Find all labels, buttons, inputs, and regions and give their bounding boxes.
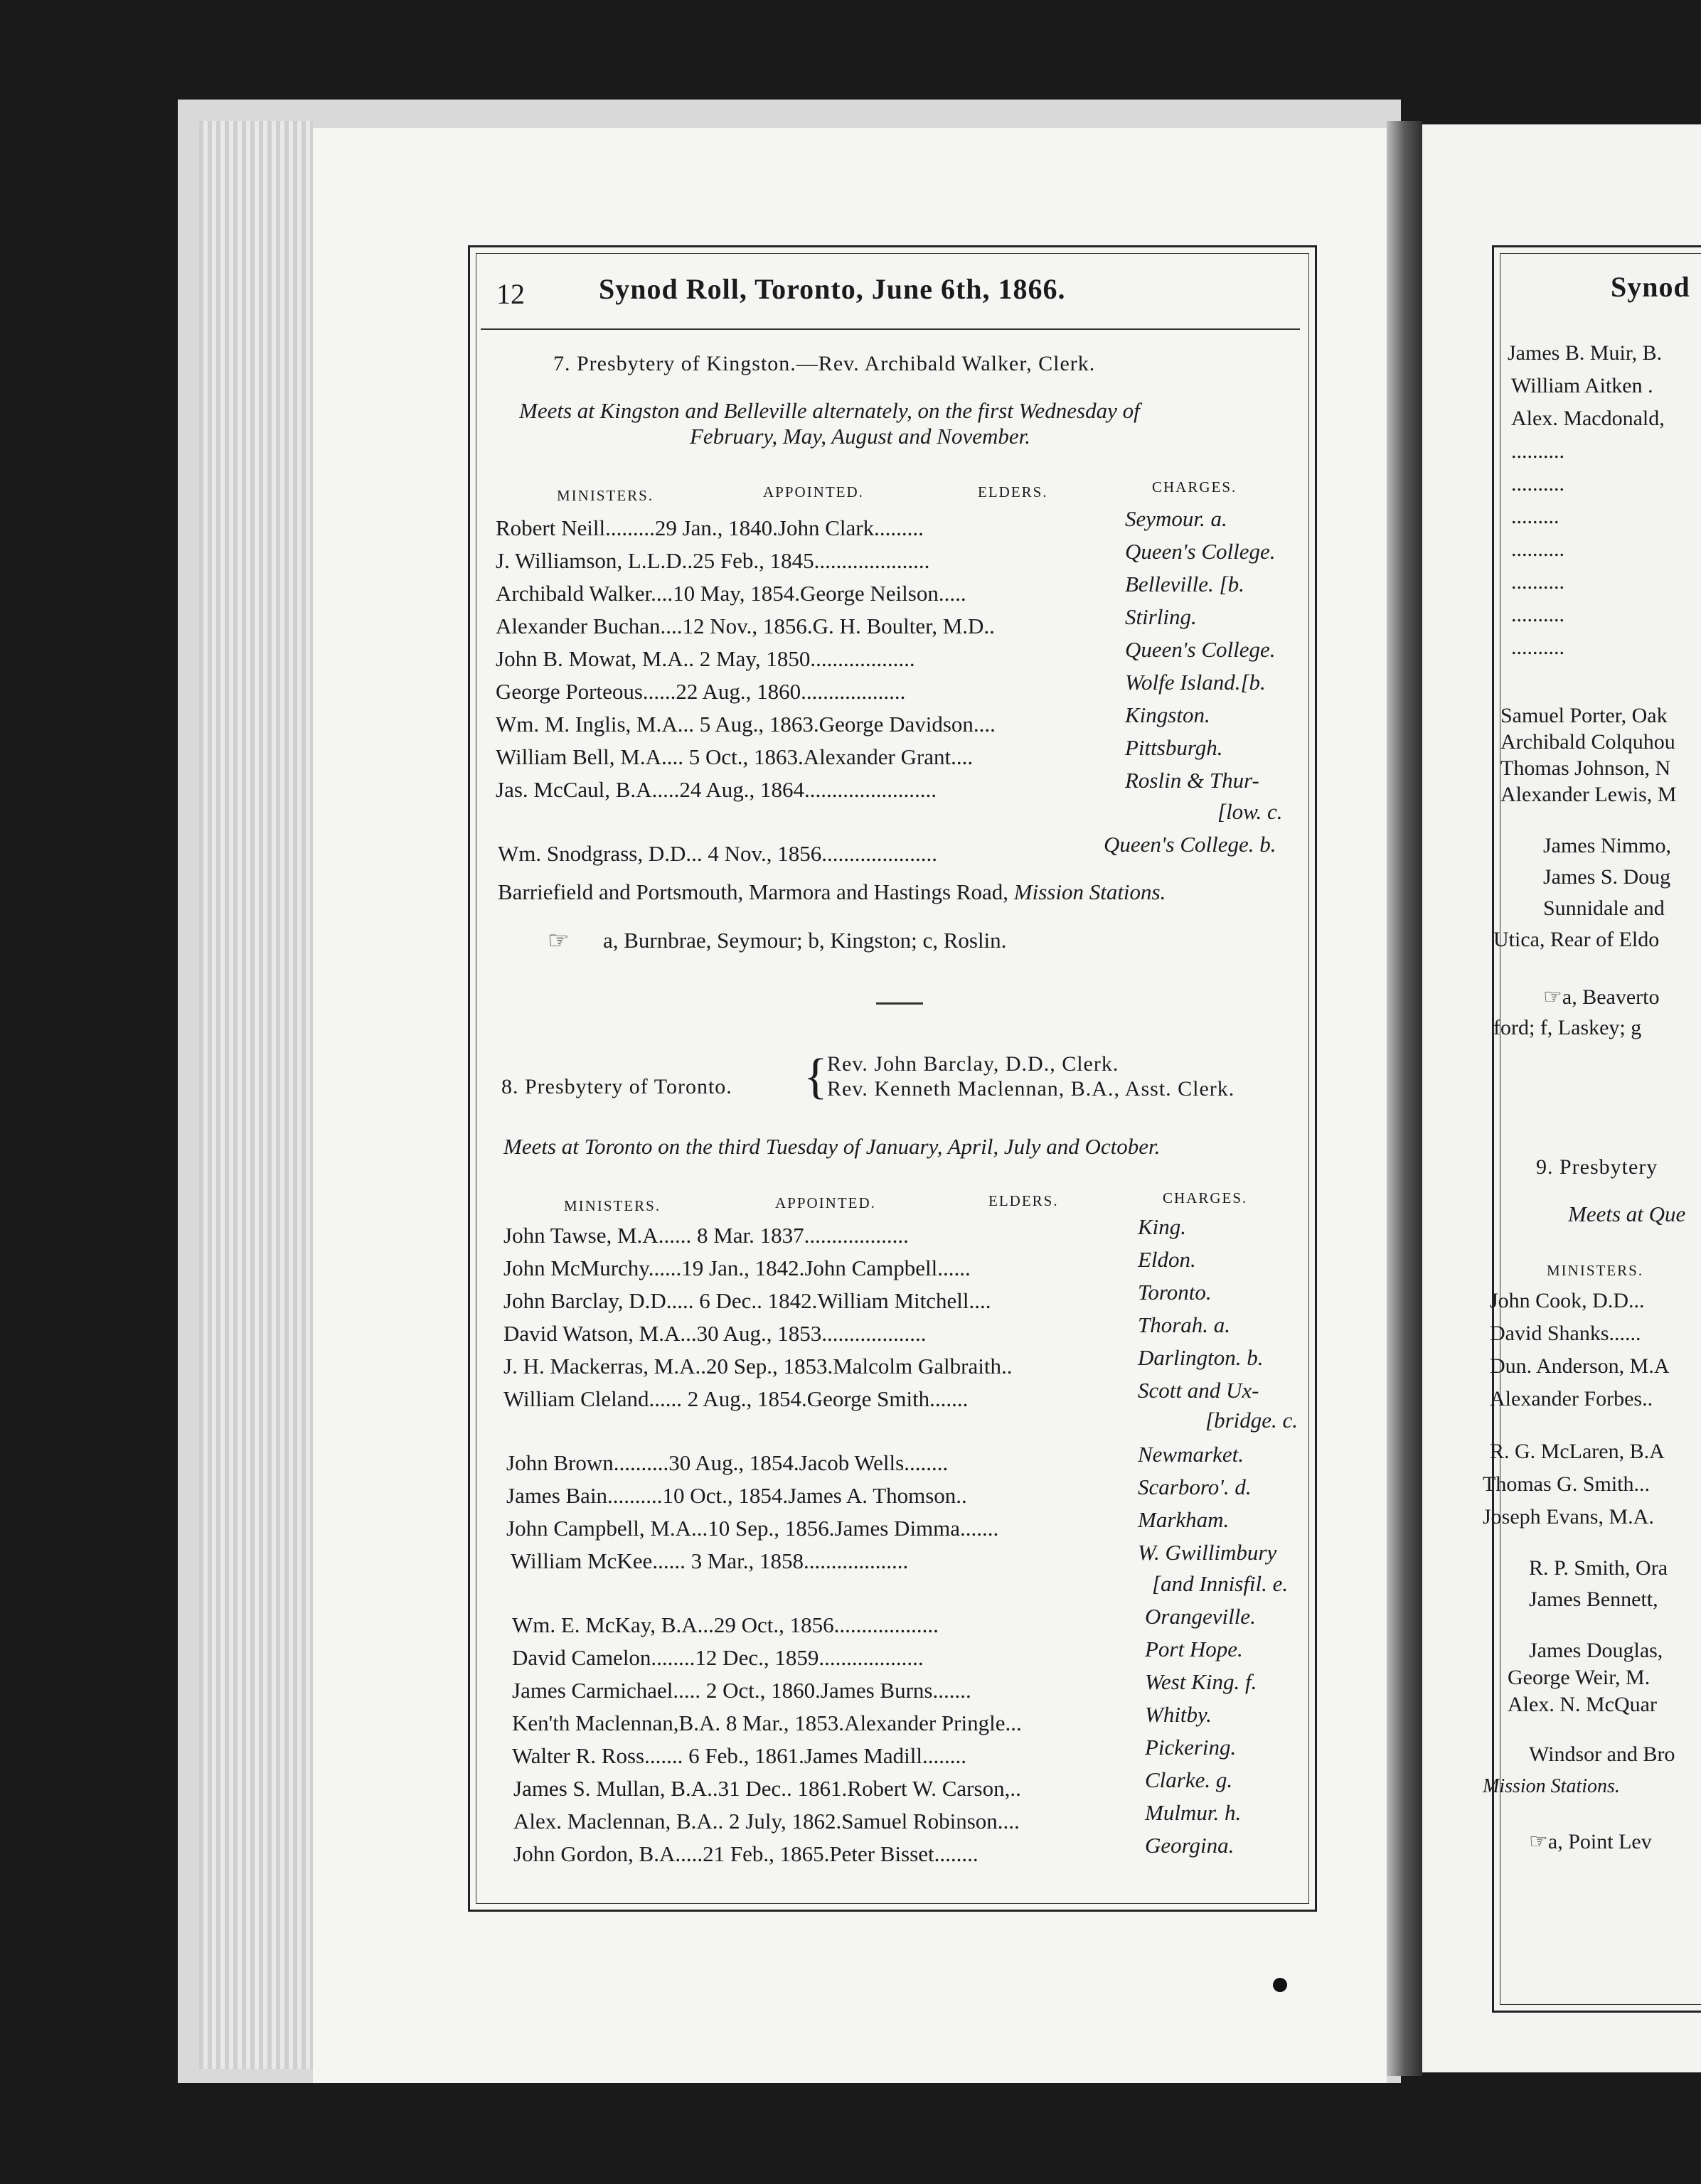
kingston-roll-row: Archibald Walker....10 May, 1854.George Neilson..... <box>496 581 966 606</box>
mission-stations-label: Mission Stations. <box>1013 879 1166 904</box>
toronto-roll-charge: West King. f. <box>1145 1669 1257 1694</box>
right-page-header: Synod <box>1611 271 1690 303</box>
toronto-roll-charge: Port Hope. <box>1145 1637 1243 1661</box>
kingston-roll-row: Jas. McCaul, B.A.....24 Aug., 1864........................ <box>496 777 937 802</box>
header-rule <box>481 328 1300 330</box>
right-line: .......... <box>1511 537 1564 561</box>
toronto-roll-charge: Whitby. <box>1145 1702 1212 1727</box>
kingston-roll-row: J. Williamson, L.L.D..25 Feb., 1845..................... <box>496 548 930 573</box>
section-divider <box>876 1002 923 1005</box>
toronto-roll-charge: Georgina. <box>1145 1833 1235 1858</box>
right-line: R. G. McLaren, B.A <box>1490 1440 1665 1463</box>
toronto-roll-row: John Campbell, M.A...10 Sep., 1856.James Dimma....... <box>506 1516 999 1541</box>
column-header-appointed: APPOINTED. <box>775 1194 876 1211</box>
page-number: 12 <box>496 278 525 310</box>
kingston-note: a, Burnbrae, Seymour; b, Kingston; c, Roslin. <box>603 928 1007 953</box>
toronto-roll-charge: Thorah. a. <box>1138 1312 1231 1337</box>
right-line: James Douglas, <box>1529 1639 1663 1662</box>
toronto-meets: Meets at Toronto on the third Tuesday of January, April, July and October. <box>503 1134 1161 1159</box>
kingston-roll-row: Wm. Snodgrass, D.D... 4 Nov., 1856..................... <box>498 841 937 866</box>
right-line: .......... <box>1511 570 1564 594</box>
section-heading-kingston: 7. Presbytery of Kingston.—Rev. Archibald Walker, Clerk. <box>553 352 1096 375</box>
toronto-roll-row: John Brown..........30 Aug., 1854.Jacob Wells........ <box>506 1450 949 1475</box>
toronto-roll-row: Alex. Maclennan, B.A.. 2 July, 1862.Samuel Robinson.... <box>513 1809 1020 1834</box>
right-line: Windsor and Bro <box>1529 1743 1675 1766</box>
toronto-roll-row: Wm. E. McKay, B.A...29 Oct., 1856................... <box>512 1612 939 1637</box>
right-line: Alex. Macdonald, <box>1511 407 1665 430</box>
toronto-roll-row: John Gordon, B.A.....21 Feb., 1865.Peter Bisset........ <box>513 1841 979 1866</box>
kingston-roll-row: John B. Mowat, M.A.. 2 May, 1850................... <box>496 646 915 671</box>
kingston-meets-line-1: Meets at Kingston and Belleville alternately, on the first Wednesday of <box>519 398 1140 423</box>
toronto-roll-row: Walter R. Ross....... 6 Feb., 1861.James Madill........ <box>512 1743 966 1768</box>
right-line: ......... <box>1511 505 1559 528</box>
kingston-roll-charge: Stirling. <box>1125 604 1197 629</box>
right-line: Thomas G. Smith... <box>1483 1472 1651 1496</box>
toronto-roll-charge: Darlington. b. <box>1138 1345 1264 1370</box>
toronto-roll-charge: Markham. <box>1138 1507 1230 1532</box>
toronto-roll-charge: Eldon. <box>1138 1247 1196 1272</box>
brace-icon: { <box>804 1049 828 1104</box>
toronto-roll-charge: Toronto. <box>1138 1280 1212 1305</box>
column-header-elders: ELDERS. <box>978 483 1048 500</box>
kingston-roll-charge: Pittsburgh. <box>1125 735 1223 760</box>
book-gutter <box>1387 121 1422 2076</box>
right-line: .......... <box>1511 636 1564 659</box>
kingston-roll-charge: Queen's College. <box>1125 637 1276 662</box>
kingston-roll-row: Wm. M. Inglis, M.A... 5 Aug., 1863.George Davidson.... <box>496 712 996 737</box>
toronto-roll-row: James Bain..........10 Oct., 1854.James A. Thomson.. <box>506 1483 967 1508</box>
right-line: Samuel Porter, Oak <box>1500 704 1668 727</box>
toronto-roll-charge: Scarboro'. d. <box>1138 1474 1252 1499</box>
kingston-roll-row: Alexander Buchan....12 Nov., 1856.G. H. Boulter, M.D.. <box>496 614 995 638</box>
page-edges <box>199 121 313 2069</box>
toronto-roll-charge: W. Gwillimbury <box>1138 1540 1277 1565</box>
right-line: .......... <box>1511 603 1564 626</box>
right-line: Thomas Johnson, N <box>1500 756 1671 780</box>
toronto-roll-charge: Scott and Ux- <box>1138 1378 1259 1403</box>
kingston-roll-charge: [low. c. <box>1217 799 1283 824</box>
column-header-elders: ELDERS. <box>988 1192 1059 1209</box>
toronto-roll-row: J. H. Mackerras, M.A..20 Sep., 1853.Malcolm Galbraith.. <box>503 1354 1013 1379</box>
right-line: Mission Stations. <box>1483 1775 1620 1797</box>
right-line: Meets at Que <box>1568 1201 1686 1226</box>
mission-stations-text: Barriefield and Portsmouth, Marmora and Hastings Road, <box>498 879 1014 904</box>
kingston-roll-row: George Porteous......22 Aug., 1860................... <box>496 679 906 704</box>
page-title: Synod Roll, Toronto, June 6th, 1866. <box>599 273 1066 305</box>
toronto-clerk: Rev. John Barclay, D.D., Clerk. <box>827 1052 1119 1076</box>
toronto-roll-row: William Cleland...... 2 Aug., 1854.George Smith....... <box>503 1386 969 1411</box>
column-header-charges: CHARGES. <box>1152 478 1237 496</box>
right-line: James B. Muir, B. <box>1508 341 1663 365</box>
right-line: James Bennett, <box>1529 1588 1658 1611</box>
section-heading-toronto: 8. Presbytery of Toronto. <box>501 1075 732 1098</box>
kingston-meets-line-2: February, May, August and November. <box>690 424 1031 449</box>
right-line: William Aitken . <box>1511 374 1653 397</box>
toronto-roll-charge: King. <box>1138 1214 1187 1239</box>
right-line: James Nimmo, <box>1543 834 1671 857</box>
toronto-roll-charge: [bridge. c. <box>1205 1408 1299 1433</box>
ink-speck <box>1273 1978 1287 1992</box>
kingston-roll-charge: Queen's College. <box>1125 539 1276 564</box>
right-line: Utica, Rear of Eldo <box>1493 928 1660 951</box>
right-line: Alex. N. McQuar <box>1508 1693 1657 1716</box>
kingston-roll-charge: Belleville. [b. <box>1125 572 1244 596</box>
kingston-roll-charge: Roslin & Thur- <box>1125 768 1259 793</box>
toronto-roll-charge: Orangeville. <box>1145 1604 1256 1629</box>
toronto-roll-row: David Camelon........12 Dec., 1859................... <box>512 1645 924 1670</box>
right-page <box>1422 124 1701 2072</box>
toronto-roll-row: John Barclay, D.D..... 6 Dec.. 1842.William Mitchell.... <box>503 1288 991 1313</box>
toronto-roll-charge: [and Innisfil. e. <box>1152 1571 1289 1596</box>
toronto-roll-charge: Newmarket. <box>1138 1442 1244 1467</box>
right-line: Archibald Colquhou <box>1500 730 1675 754</box>
toronto-roll-charge: Mulmur. h. <box>1145 1800 1242 1825</box>
column-header-charges: CHARGES. <box>1163 1189 1248 1206</box>
toronto-roll-charge: Clarke. g. <box>1145 1767 1233 1792</box>
toronto-roll-row: John Tawse, M.A...... 8 Mar. 1837................... <box>503 1223 909 1248</box>
right-line: 9. Presbytery <box>1536 1155 1658 1179</box>
toronto-roll-charge: Pickering. <box>1145 1735 1237 1760</box>
toronto-roll-row: John McMurchy......19 Jan., 1842.John Campbell...... <box>503 1256 971 1280</box>
right-line: David Shanks...... <box>1490 1322 1641 1345</box>
right-line: James S. Doug <box>1543 865 1671 889</box>
right-line: Alexander Forbes.. <box>1490 1387 1653 1410</box>
column-header-ministers: MINISTERS. <box>564 1197 661 1214</box>
kingston-roll-row: William Bell, M.A.... 5 Oct., 1863.Alexander Grant.... <box>496 744 974 769</box>
right-line: John Cook, D.D... <box>1490 1289 1645 1312</box>
kingston-roll-charge: Wolfe Island.[b. <box>1125 670 1266 695</box>
kingston-roll-charge: Queen's College. b. <box>1104 832 1276 857</box>
toronto-assistant-clerk: Rev. Kenneth Maclennan, B.A., Asst. Clerk. <box>827 1077 1235 1101</box>
right-line: ☞a, Point Lev <box>1529 1830 1652 1853</box>
right-line: ford; f, Laskey; g <box>1493 1016 1642 1039</box>
kingston-roll-charge: Seymour. a. <box>1125 506 1227 531</box>
right-line: .......... <box>1511 439 1564 463</box>
right-line: ☞a, Beaverto <box>1543 985 1660 1009</box>
right-line: Sunnidale and <box>1543 896 1665 920</box>
right-line: R. P. Smith, Ora <box>1529 1556 1668 1580</box>
mission-stations-line <box>498 879 1166 905</box>
right-line: Dun. Anderson, M.A <box>1490 1354 1670 1378</box>
toronto-roll-row: William McKee...... 3 Mar., 1858................... <box>511 1548 909 1573</box>
kingston-roll-charge: Kingston. <box>1125 702 1210 727</box>
right-line: George Weir, M. <box>1508 1666 1651 1689</box>
toronto-roll-row: James S. Mullan, B.A..31 Dec.. 1861.Robert W. Carson,.. <box>513 1776 1021 1801</box>
toronto-roll-row: David Watson, M.A...30 Aug., 1853................... <box>503 1321 927 1346</box>
pointing-hand-icon: ☞ <box>548 928 570 954</box>
right-line: .......... <box>1511 472 1564 496</box>
kingston-roll-row: Robert Neill.........29 Jan., 1840.John Clark......... <box>496 515 924 540</box>
toronto-roll-row: Ken'th Maclennan,B.A. 8 Mar., 1853.Alexander Pringle... <box>512 1711 1022 1735</box>
right-line: MINISTERS. <box>1547 1262 1644 1279</box>
column-header-ministers: MINISTERS. <box>557 487 654 504</box>
right-line: Joseph Evans, M.A. <box>1483 1505 1654 1529</box>
column-header-appointed: APPOINTED. <box>763 483 864 500</box>
right-line: Alexander Lewis, M <box>1500 783 1677 806</box>
toronto-roll-row: James Carmichael..... 2 Oct., 1860.James Burns....... <box>512 1678 971 1703</box>
